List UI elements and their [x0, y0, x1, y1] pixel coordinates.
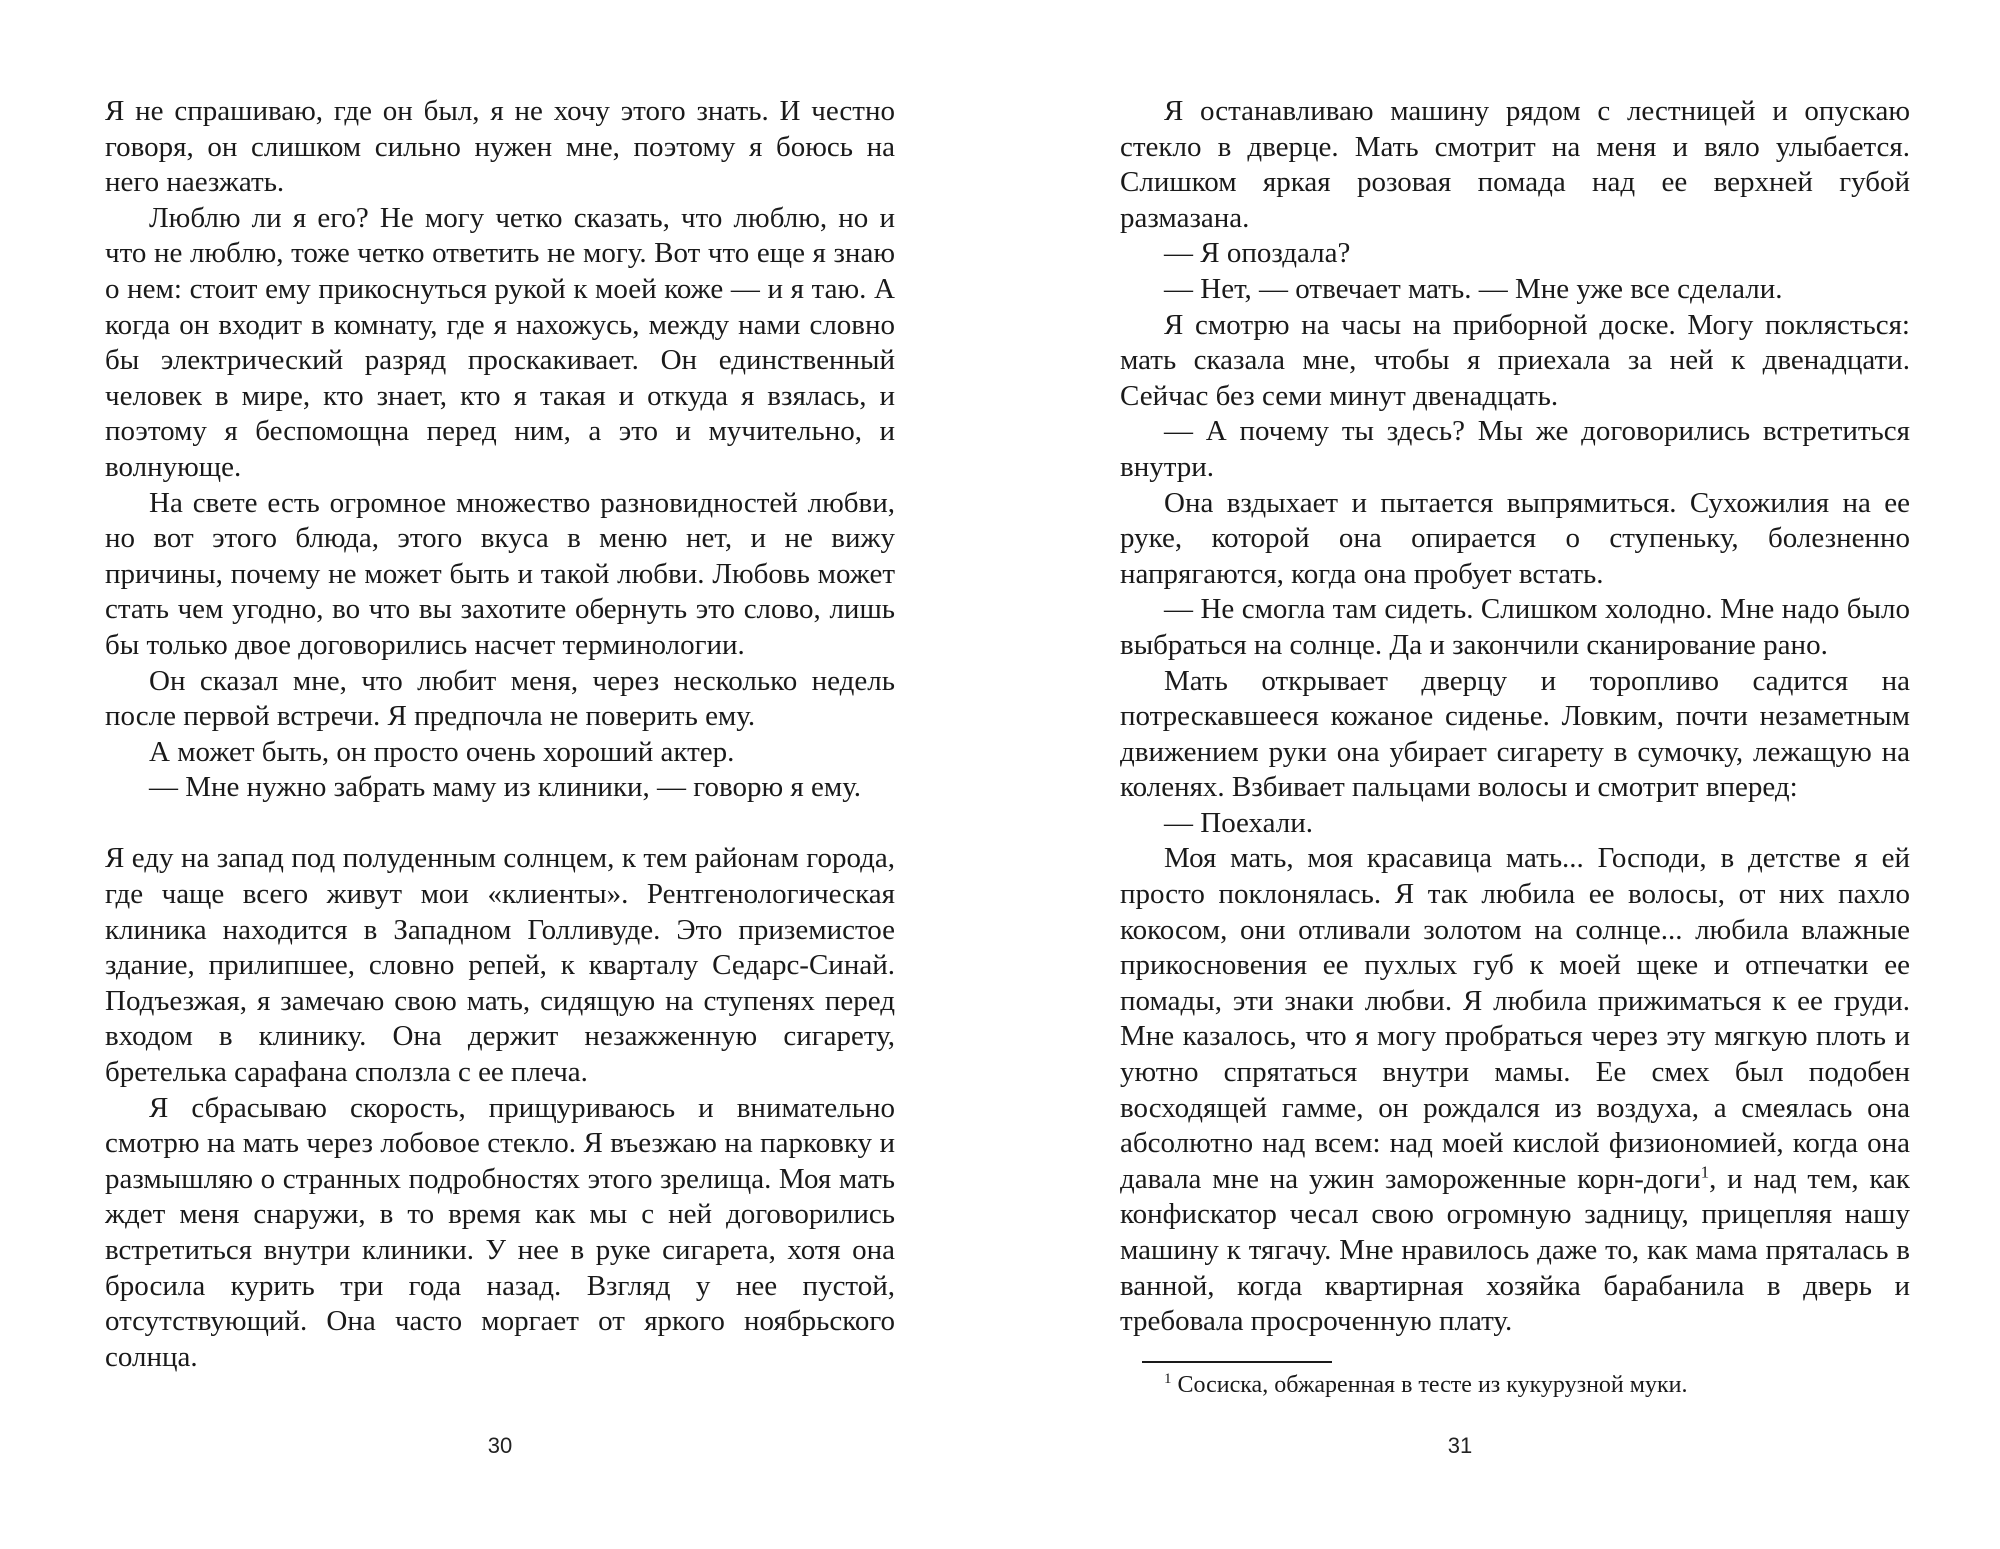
paragraph — [1120, 841, 1910, 1339]
page-number: 31 — [1447, 1433, 1473, 1458]
paragraph: Он сказал мне, что любит меня, через несколько недель после первой встречи. Я предпочла не поверить ему. — [105, 664, 895, 733]
paragraph-text: , и над тем, как конфискатор чесал свою огромную задницу, прицепляя нашу машину к тягачу. Мне нравилось даже то, как мама пряталась в ванной, когда квартирная хозяйка барабанила в дверь и требовала просроченную плату. — [1120, 1162, 1910, 1338]
paragraph: Я останавливаю машину рядом с лестницей и опускаю стекло в дверце. Мать смотрит на меня и вяло улыбается. Слишком яркая розовая помада над ее верхней губой размазана. — [1120, 95, 1910, 234]
paragraph-text: Моя мать, моя красавица мать... Господи, в детстве я ей просто поклонялась. Я так любила ее волосы, от них пахло кокосом, они отливали золотом на солнце... любила влажные прикосновения ее пухлых губ к моей щеке и отпечатки ее помады, эти знаки любви. Я любила прижиматься к ее груди. Мне казалось, что я могу пробраться через эту мягкую плоть и уютно спрятаться внутри мамы. Ее смех был подобен восходящей гамме, он рождался из воздуха, а смеялась она абсолютно над всем: над моей кислой физиономией, когда она давала мне на ужин замороженные корн-доги — [1120, 842, 1910, 1195]
paragraph: Я смотрю на часы на приборной доске. Могу поклясться: мать сказала мне, чтобы я приехала за ней к двенадцати. Сейчас без семи минут двенадцать. — [1120, 308, 1910, 412]
dialogue-line: — А почему ты здесь? Мы же договорились встретиться внутри. — [1120, 415, 1910, 483]
left-page-text — [105, 94, 895, 1375]
dialogue-line: — Нет, — отвечает мать. — Мне уже все сделали. — [1164, 272, 1783, 305]
page-number: 30 — [487, 1433, 513, 1458]
paragraph: Люблю ли я его? Не могу четко сказать, что люблю, но и что не люблю, тоже четко ответить не могу. Вот что еще я знаю о нем: стоит ему прикоснуться рукой к моей коже — и я таю. А когда он входит в комнату, где я нахожусь, между нами словно бы электрический разряд проскакивает. Он единственный человек в мире, кто знает, кто я такая и откуда я взялась, и поэтому я беспомощна перед ним, а это и мучительно, и волнующе. — [105, 201, 895, 483]
footnote-text: Сосиска, обжаренная в тесте из кукурузной муки. — [1177, 1372, 1688, 1398]
footnote-mark: 1 — [1164, 1371, 1172, 1387]
footnote-reference[interactable]: 1 — [1700, 1162, 1710, 1182]
dialogue-line: — Не смогла там сидеть. Слишком холодно. Мне надо было выбраться на солнце. Да и закончили сканирование рано. — [1120, 593, 1910, 661]
dialogue-line: — Я опоздала? — [1164, 237, 1351, 270]
paragraph: Она вздыхает и пытается выпрямиться. Сухожилия на ее руке, которой она опирается о ступеньку, болезненно напрягаются, когда она пробует встать. — [1120, 486, 1910, 590]
dialogue-line: — Мне нужно забрать маму из клиники, — говорю я ему. — [149, 771, 862, 804]
dialogue-line: — Поехали. — [1164, 806, 1314, 839]
paragraph: А может быть, он просто очень хороший актер. — [149, 735, 735, 768]
paragraph: Я сбрасываю скорость, прищуриваюсь и внимательно смотрю на мать через лобовое стекло. Я въезжаю на парковку и размышляю о странных подробностях этого зрелища. Моя мать ждет меня снаружи, в то время как мы с ней договорились встретиться внутри клиники. У нее в руке сигарета, хотя она бросила курить три года назад. Взгляд у нее пустой, отсутствующий. Она часто моргает от яркого ноябрьского солнца. — [105, 1091, 895, 1373]
left-page — [105, 0, 895, 1549]
paragraph: Я не спрашиваю, где он был, я не хочу этого знать. И честно говоря, он слишком сильно нужен мне, поэтому я боюсь на него наезжать. — [105, 95, 895, 199]
footnote-divider — [1142, 1361, 1332, 1363]
footnote — [1142, 1370, 1902, 1400]
paragraph: На свете есть огромное множество разновидностей любви, но вот этого блюда, этого вкуса в меню нет, и не вижу причины, почему не может быть и такой любви. Любовь может стать чем угодно, во что вы захотите обернуть это слово, лишь бы только двое договорились насчет терминологии. — [105, 486, 895, 661]
right-page — [1120, 0, 1910, 1549]
paragraph: Я еду на запад под полуденным солнцем, к тем районам города, где чаще всего живут мои «клиенты». Рентгенологическая клиника находится в Западном Голливуде. Это приземистое здание, прилипшее, словно репей, к кварталу Седарс-Синай. Подъезжая, я замечаю свою мать, сидящую на ступенях перед входом в клинику. Она держит незажженную сигарету, бретелька сарафана сползла с ее плеча. — [105, 842, 895, 1089]
right-page-text — [1120, 94, 1910, 1340]
paragraph: Мать открывает дверцу и торопливо садится на потрескавшееся кожаное сиденье. Ловким, почти незаметным движением руки она убирает сигарету в сумочку, лежащую на коленях. Взбивает пальцами волосы и смотрит вперед: — [1120, 664, 1910, 804]
